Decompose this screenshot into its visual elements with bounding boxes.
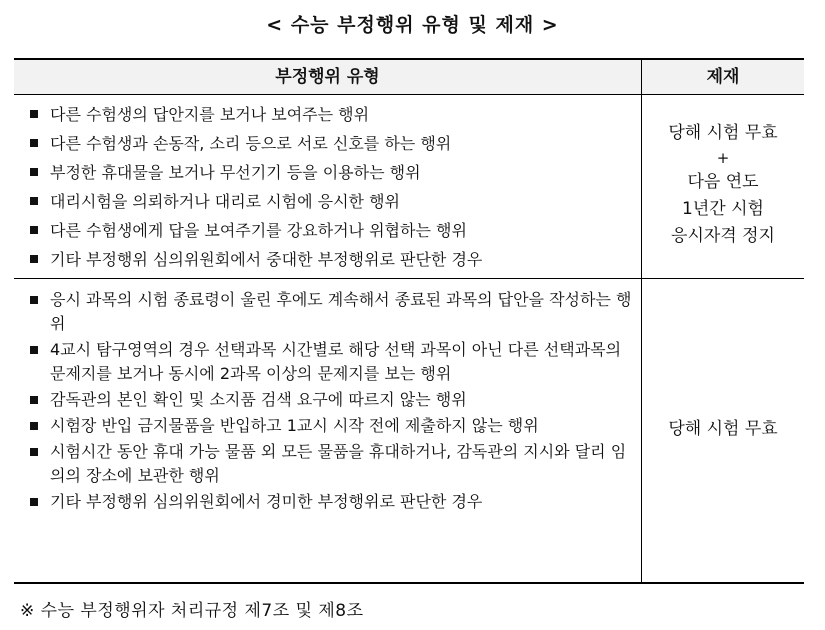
square-bullet-icon bbox=[30, 197, 38, 205]
square-bullet-icon bbox=[30, 226, 38, 234]
list-item bbox=[30, 189, 636, 214]
list-item-text: 시험장 반입 금지물품을 반입하고 1교시 시작 전에 제출하지 않는 행위 bbox=[50, 416, 539, 435]
square-bullet-icon bbox=[30, 168, 38, 176]
list-item-text: 기타 부정행위 심의위원회에서 경미한 부정행위로 판단한 경우 bbox=[50, 492, 483, 511]
list-item-text: 기타 부정행위 심의위원회에서 중대한 부정행위로 판단한 경우 bbox=[50, 250, 483, 269]
violation-table bbox=[14, 58, 804, 584]
table-header bbox=[14, 60, 804, 95]
sanction-serious bbox=[642, 120, 804, 250]
list-item-text: 시험시간 동안 휴대 가능 물품 외 모든 물품을 휴대하거나, 감독관의 지시와 달리 임의의 장소에 보관한 행위 bbox=[50, 442, 627, 485]
sanction-line: 당해 시험 무효 bbox=[668, 419, 778, 439]
list-item-text: 다른 수험생에게 답을 보여주기를 강요하거나 위협하는 행위 bbox=[50, 221, 467, 240]
list-item-text: 감독관의 본인 확인 및 소지품 검색 요구에 따르지 않는 행위 bbox=[50, 390, 467, 409]
header-sanction: 제재 bbox=[706, 67, 740, 87]
sanction-line: 당해 시험 무효 bbox=[668, 123, 778, 143]
square-bullet-icon bbox=[30, 396, 38, 404]
list-item bbox=[30, 440, 636, 488]
list-item bbox=[30, 131, 636, 156]
square-bullet-icon bbox=[30, 448, 38, 456]
sanction-plus: + bbox=[716, 149, 730, 167]
square-bullet-icon bbox=[30, 139, 38, 147]
serious-violation-list bbox=[30, 102, 636, 276]
list-item bbox=[30, 160, 636, 185]
row-divider bbox=[14, 278, 804, 279]
square-bullet-icon bbox=[30, 296, 38, 304]
list-item-text: 4교시 탐구영역의 경우 선택과목 시간별로 해당 선택 과목이 아닌 다른 선택과목의 문제지를 보거나 동시에 2과목 이상의 문제지를 보는 행위 bbox=[50, 340, 622, 383]
square-bullet-icon bbox=[30, 346, 38, 354]
list-item-text: 부정한 휴대물을 보거나 무선기기 등을 이용하는 행위 bbox=[50, 163, 421, 182]
page-title: < 수능 부정행위 유형 및 제재 > bbox=[266, 14, 559, 36]
list-item bbox=[30, 288, 636, 336]
list-item bbox=[30, 490, 636, 514]
header-violation-type: 부정행위 유형 bbox=[275, 67, 380, 87]
sanction-minor bbox=[642, 416, 804, 443]
minor-violation-list bbox=[30, 288, 636, 516]
list-item bbox=[30, 338, 636, 386]
list-item bbox=[30, 388, 636, 412]
list-item-text: 다른 수험생의 답안지를 보거나 보여주는 행위 bbox=[50, 105, 370, 124]
list-item-text: 다른 수험생과 손동작, 소리 등으로 서로 신호를 하는 행위 bbox=[50, 134, 452, 153]
list-item-text: 응시 과목의 시험 종료령이 울린 후에도 계속해서 종료된 과목의 답안을 작성하는 행위 bbox=[50, 290, 632, 333]
square-bullet-icon bbox=[30, 110, 38, 118]
list-item bbox=[30, 218, 636, 243]
sanction-line: 1년간 시험 bbox=[682, 199, 764, 219]
list-item bbox=[30, 414, 636, 438]
square-bullet-icon bbox=[30, 422, 38, 430]
list-item bbox=[30, 247, 636, 272]
footnote: ※ 수능 부정행위자 처리규정 제7조 및 제8조 bbox=[20, 601, 364, 621]
square-bullet-icon bbox=[30, 255, 38, 263]
list-item-text: 대리시험을 의뢰하거나 대리로 시험에 응시한 행위 bbox=[50, 192, 401, 211]
sanction-line: 응시자격 정지 bbox=[671, 226, 775, 246]
square-bullet-icon bbox=[30, 498, 38, 506]
sanction-line: 다음 연도 bbox=[687, 172, 759, 192]
list-item bbox=[30, 102, 636, 127]
